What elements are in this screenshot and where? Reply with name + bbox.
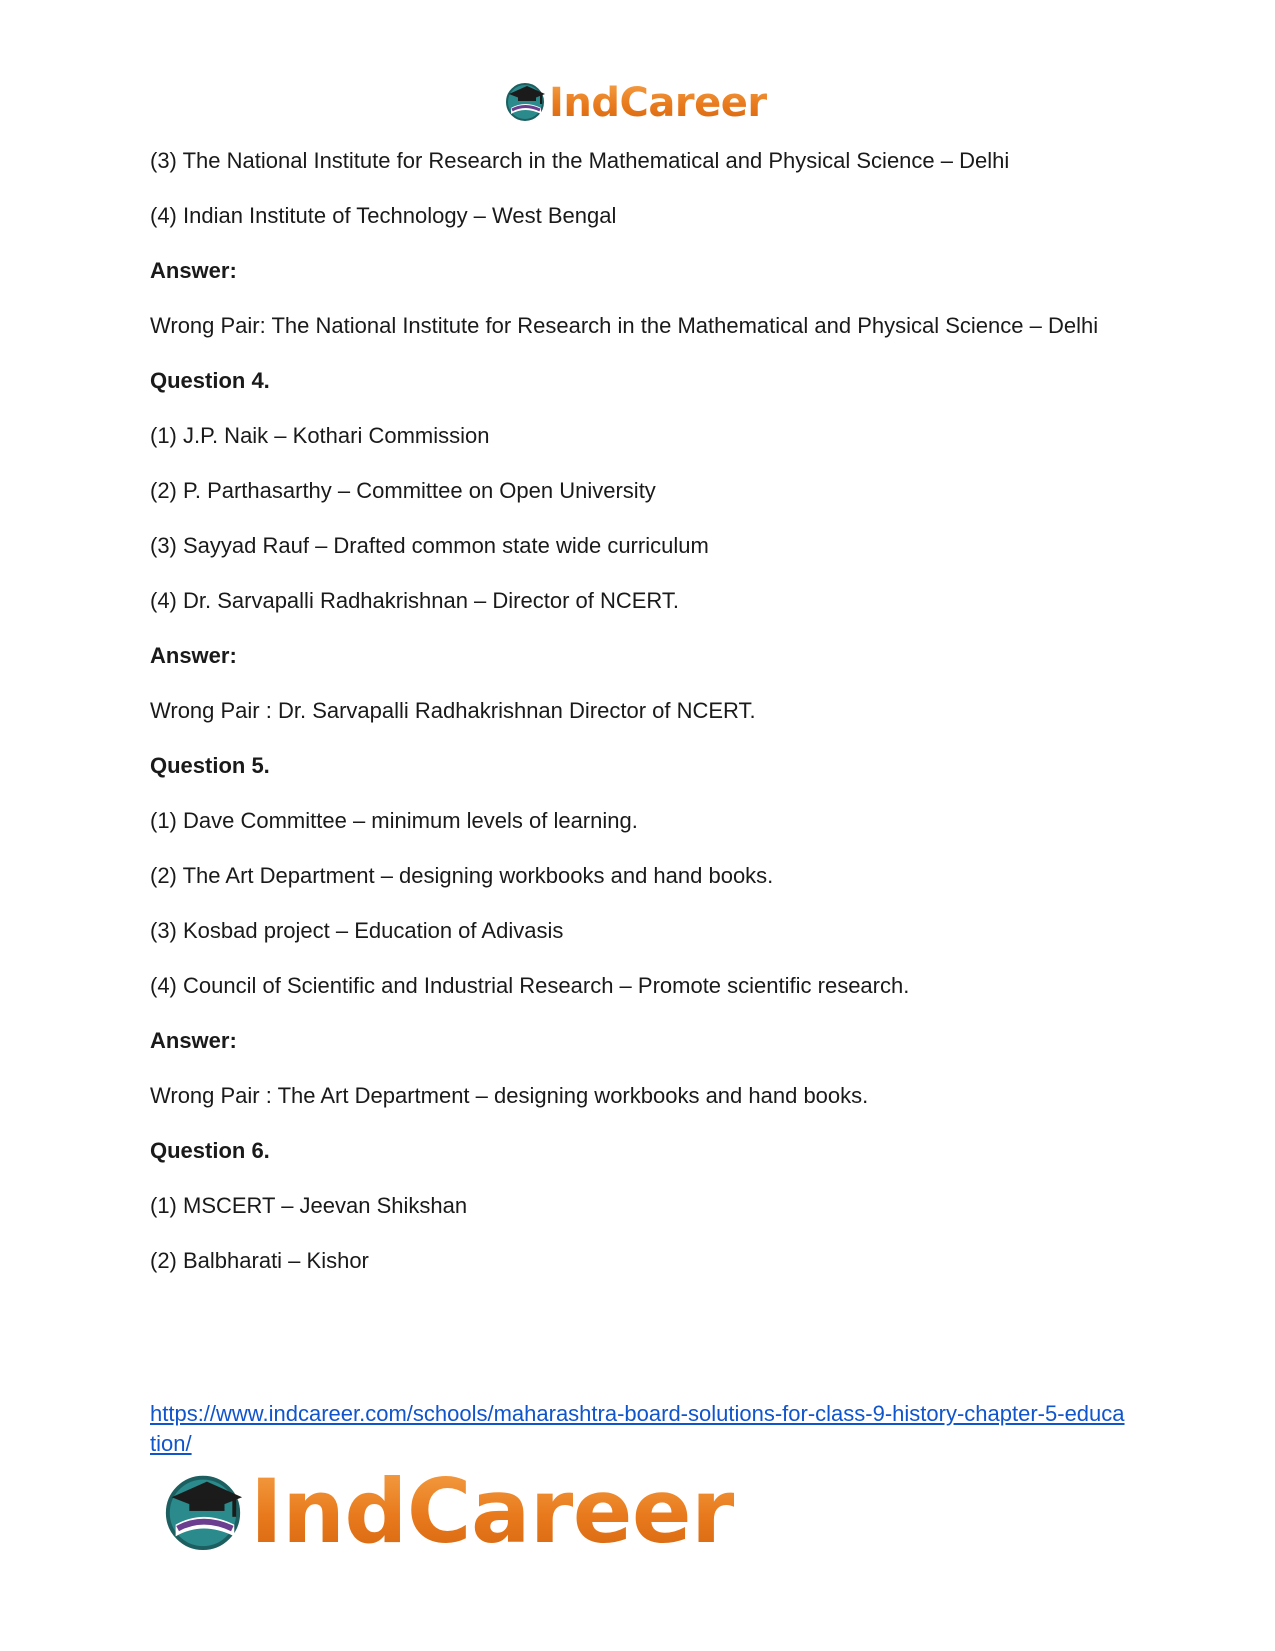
- document-body: [150, 146, 1120, 1301]
- logo-text: IndCareer: [250, 1460, 735, 1563]
- text-line: (4) Dr. Sarvapalli Radhakrishnan – Director of NCERT.: [150, 588, 680, 613]
- text-line: (1) J.P. Naik – Kothari Commission: [150, 423, 490, 448]
- text-line: (4) Indian Institute of Technology – West Bengal: [150, 203, 617, 228]
- section-heading: Question 6.: [150, 1138, 270, 1163]
- section-heading: Question 4.: [150, 368, 270, 393]
- graduation-cap-book-globe-icon: [160, 1466, 246, 1557]
- text-line: (3) Kosbad project – Education of Adivasis: [150, 918, 564, 943]
- text-line: Wrong Pair: The National Institute for Research in the Mathematical and Physical Science – Delhi: [150, 313, 1099, 338]
- text-line: Wrong Pair : Dr. Sarvapalli Radhakrishnan Director of NCERT.: [150, 698, 756, 723]
- text-line: (2) The Art Department – designing workbooks and hand books.: [150, 863, 774, 888]
- text-line: Wrong Pair : The Art Department – designing workbooks and hand books.: [150, 1083, 869, 1108]
- source-url-link[interactable]: https://www.indcareer.com/schools/maharashtra-board-solutions-for-class-9-history-chapter-5-education/: [150, 1401, 1125, 1456]
- text-line: (2) P. Parthasarthy – Committee on Open University: [150, 478, 656, 503]
- text-line: (1) Dave Committee – minimum levels of learning.: [150, 808, 638, 833]
- logo-text: IndCareer: [549, 79, 767, 126]
- footer-logo: [160, 1460, 734, 1563]
- graduation-cap-book-globe-icon: [503, 78, 547, 127]
- text-line: (3) The National Institute for Research in the Mathematical and Physical Science – Delhi: [150, 148, 1010, 173]
- text-line: (3) Sayyad Rauf – Drafted common state wide curriculum: [150, 533, 709, 558]
- section-heading: Answer:: [150, 258, 237, 283]
- section-heading: Question 5.: [150, 753, 270, 778]
- section-heading: Answer:: [150, 643, 237, 668]
- text-line: (1) MSCERT – Jeevan Shikshan: [150, 1193, 468, 1218]
- text-line: (2) Balbharati – Kishor: [150, 1248, 369, 1273]
- section-heading: Answer:: [150, 1028, 237, 1053]
- header-logo: [503, 78, 767, 127]
- text-line: (4) Council of Scientific and Industrial Research – Promote scientific research.: [150, 973, 910, 998]
